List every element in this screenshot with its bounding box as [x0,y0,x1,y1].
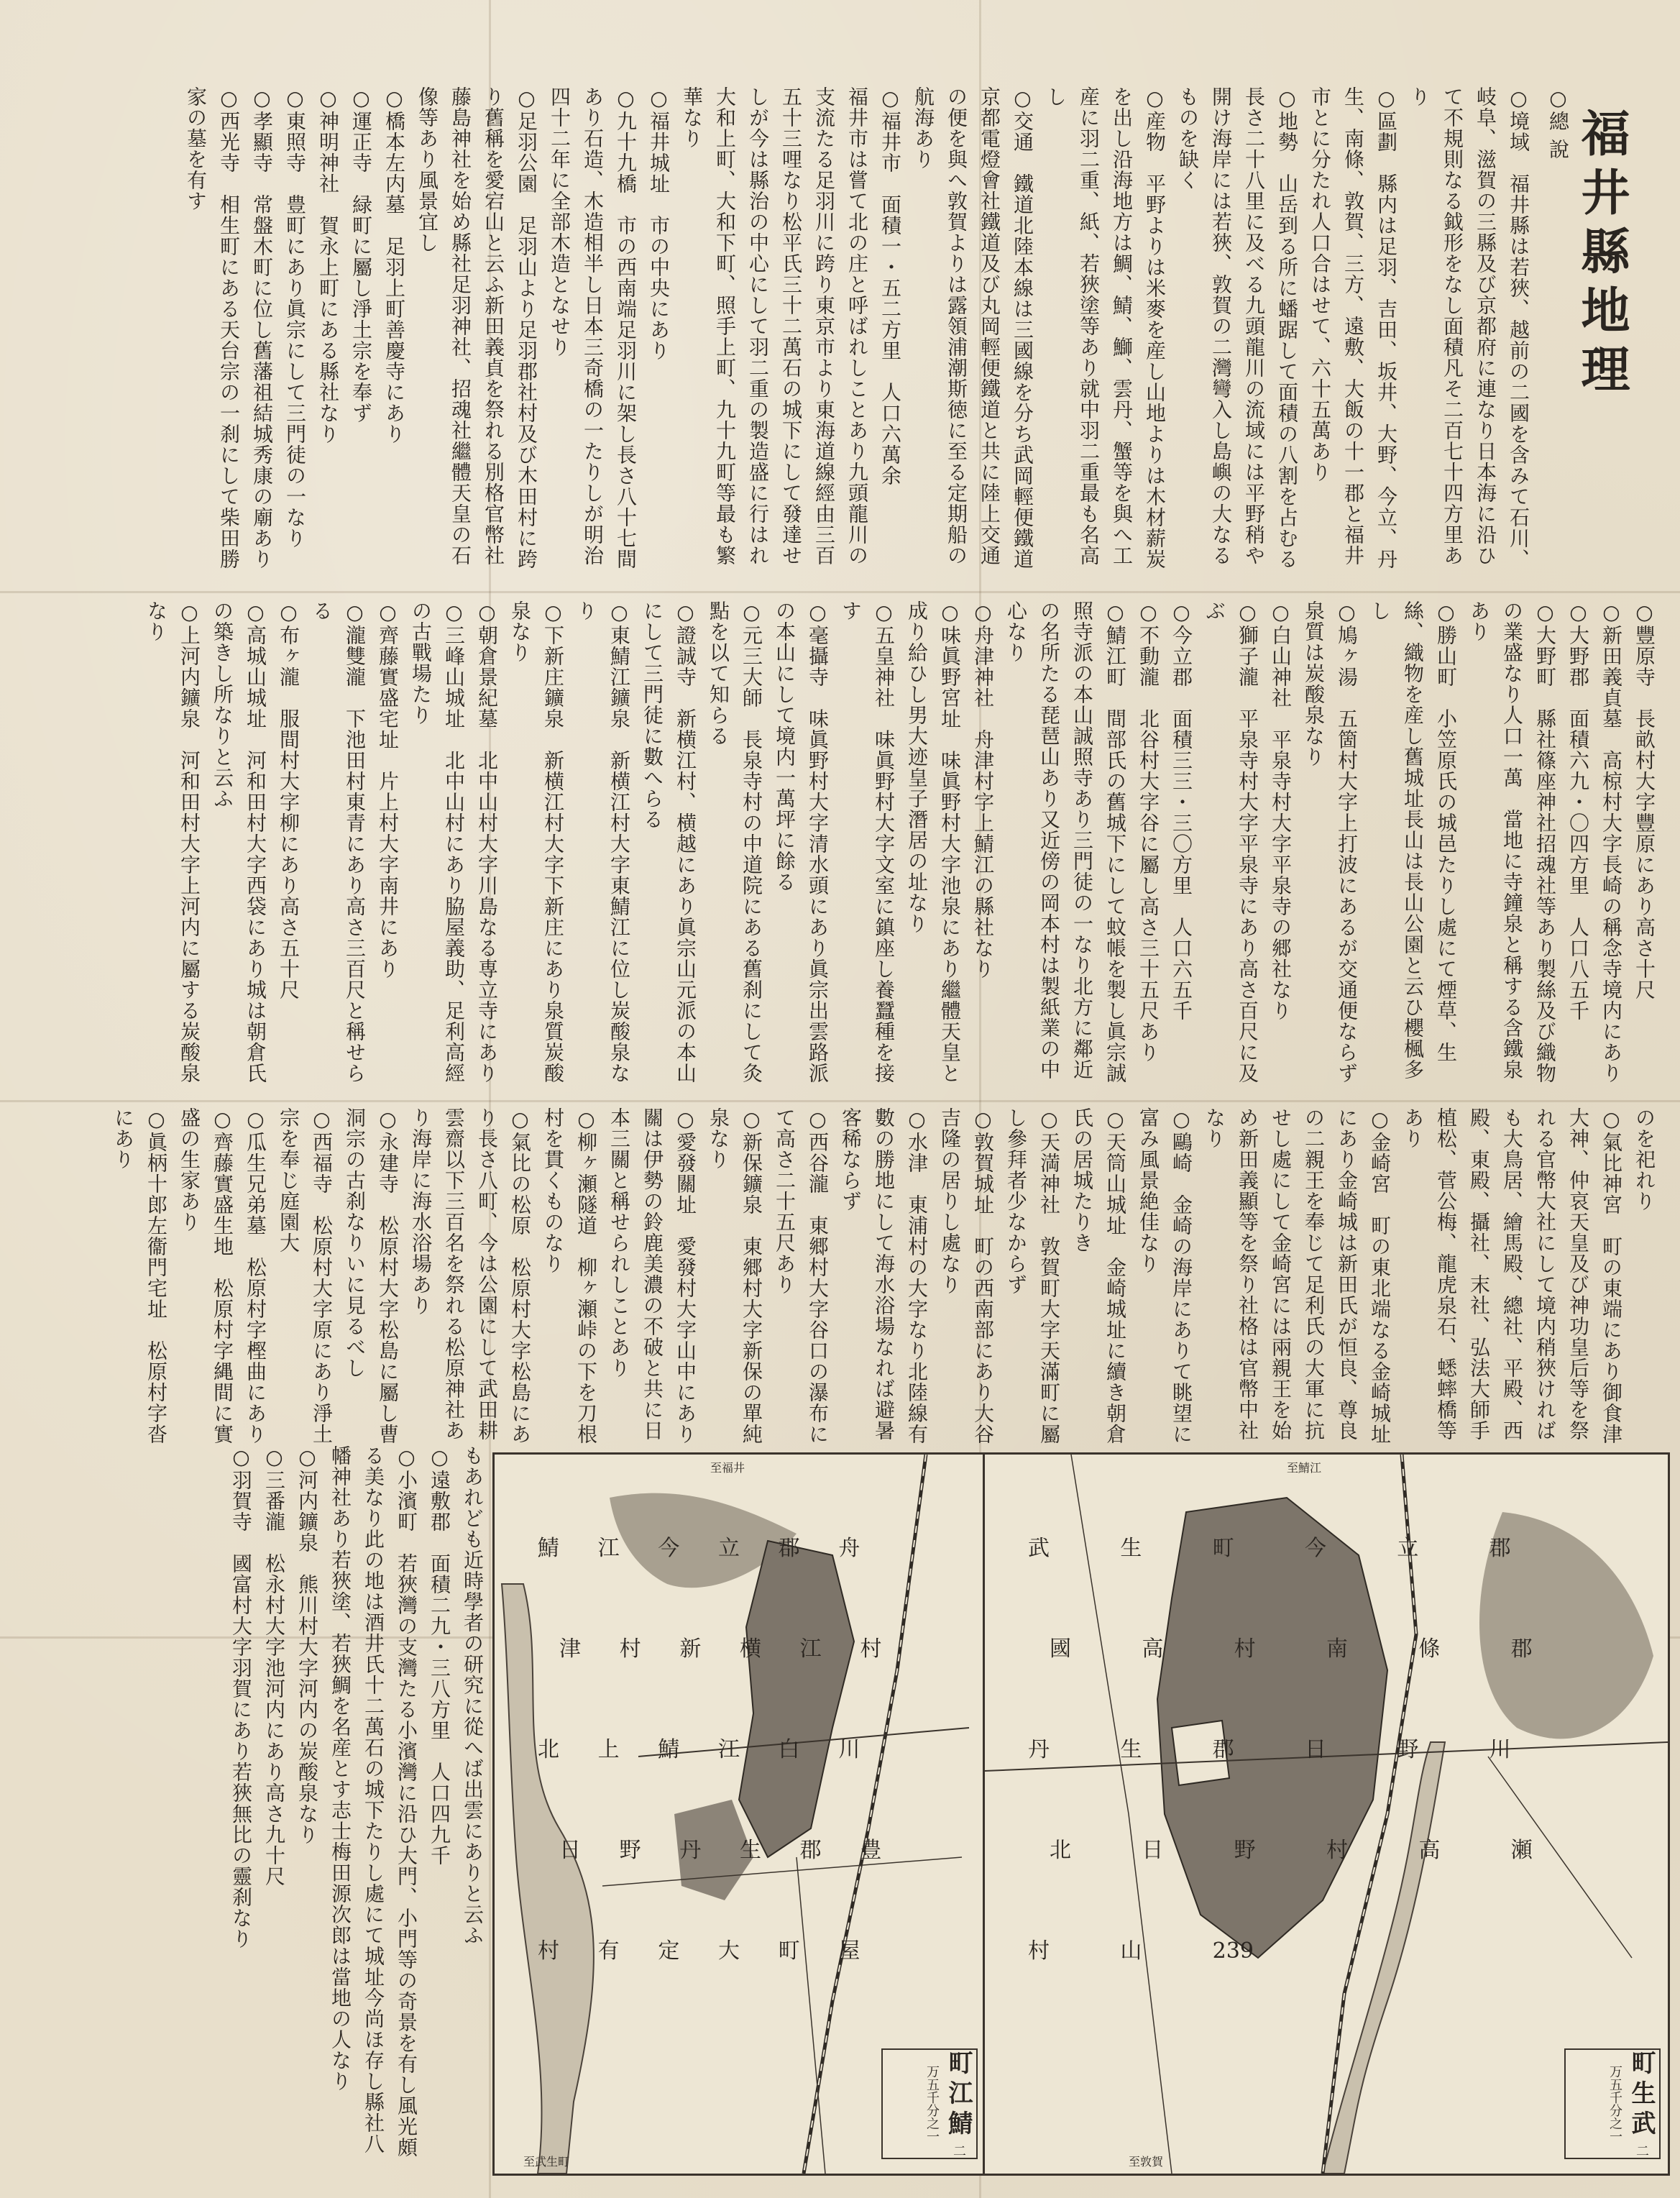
text-paragraph: ○足羽公園 足羽山より足羽郡社村及び木田村に跨り舊稱を愛宕山と云ふ新田義貞を祭れる別格官幣社藤島神社を始め縣社足羽神社、招魂社繼體天皇の石像等あり風景宜し [416,86,538,569]
text-paragraph: ○眞柄十郎左衞門宅址 松原村字沓にあり [111,1107,168,1444]
map-legend-sabae [881,2048,978,2159]
map-label: 北 [1050,1838,1071,1863]
text-paragraph: ○豐原寺 長畝村大字豐原にあり高さ十尺 [1633,600,1656,1000]
text-paragraph: ○産物 平野よりは米麥を産し山地よりは木材薪炭を出し沿海地方は鯛、鯖、鰤、雲丹、蟹等を與へ工産に羽二重、紙、若狹塗等あり就中羽二重最も名高し [1044,86,1167,569]
map-legend-takefu [1564,2048,1661,2159]
map-label: 郡 [1510,1636,1533,1662]
map-label: 郡 [778,1536,800,1561]
map-sabae [492,1452,987,2176]
text-paragraph: ○氣比神宮 町の東端にあり御食津大神、仲哀天皇及び神功皇后等を祭れる官幣大社にして境内稍狹ければも大鳥居、繪馬殿、總社、平殿、西殿、東殿、攝社、末社、弘法大師手植松、菅公梅、龍虎泉石、蟋蟀橋等あり [1401,1107,1623,1444]
map-label: 今 [1305,1536,1326,1561]
text-paragraph: ○鯖江町 間部氏の舊城下にして蚊帳を製し眞宗誠照寺派の本山誠照寺あり三門徒の一なり北方に鄰近の名所たる琵琶山あり又近傍の岡本村は製紙業の中心なり [1004,600,1127,1084]
text-paragraph: ○西福寺 松原村大字原にあり淨土宗を奉じ庭園大 [277,1107,334,1444]
text-paragraph: ○福井市 面積一・五二方里 人口六萬余 [878,86,902,486]
text-columns-2 [14,600,1661,1096]
text-paragraph: ○齊藤實盛生地 松原村字縄間に實盛の生家あり [178,1107,234,1444]
map-label: 生 [1120,1536,1142,1561]
text-paragraph: ○天満神社 敦賀町大字天滿町に屬し參拜者少なからず [1004,1107,1061,1444]
map-label: 津 [559,1636,581,1662]
map-label: 白 [778,1737,800,1762]
text-paragraph: ○瓜生兄弟墓 松原村字樫曲にあり [244,1107,267,1444]
map-label: 村 [860,1636,882,1662]
map-label: 條 [1418,1636,1441,1662]
map-label: 今 [658,1536,680,1561]
map-label: 舟 [838,1536,860,1561]
map-label: 町 [778,1938,800,1964]
map-label: 野 [1397,1737,1419,1762]
text-paragraph: のを祀れり [1633,1107,1656,1212]
text-paragraph: ○小濱町 若狹灣の支灣たる小濱灣に沿ひ大門、小門等の奇景を有し風光頗る美なり此の地は酒井氏十二萬石の城下たりし處にて城址今尚ほ存し縣社八幡神社あり若狹塗、若狹鯛を名産とす志士梅田源次郎は當地の人なり [329,1445,418,2158]
map-direction-label: 至武生町 [523,2155,570,2169]
map-label: 野 [1234,1838,1256,1863]
text-paragraph: ○三番瀧 松永村大字池河内にあり高さ九十尺 [262,1445,286,1887]
map-label: 野 [619,1838,641,1863]
map-label: 郡 [799,1838,822,1863]
text-paragraph: ○東鯖江鑛泉 新横江村大字東鯖江に位し炭酸泉なり [574,600,631,1084]
text-paragraph: ○愛發關址 愛發村大字山中にあり關は伊勢の鈴鹿美濃の不破と共に日本三關と稱せられしことあり [607,1107,697,1444]
map-label: 村 [1028,1938,1050,1964]
text-paragraph: ○味眞野宮址 味眞野村大字池泉にあり繼體天皇と成り給ひし男大迹皇子潛居の址なり [905,600,962,1084]
text-paragraph: ○柳ヶ瀬隧道 柳ヶ瀬峠の下を刀根村を貫くものなり [541,1107,598,1444]
text-columns-4 [14,1445,489,2164]
text-paragraph: ○境域 福井縣は若狹、越前の二國を含みて石川、岐阜、滋賀の三縣及び京都府に連なり日本海に沿ひて不規則なる鉞形をなし面積凡そ二百七十四方里あり [1408,86,1530,569]
text-paragraph: ○高城山城址 河和田村大字西袋にあり城は朝倉氏の築きし所なりと云ふ [211,600,267,1084]
text-paragraph: ○金崎宮 町の東北端なる金崎城址にあり金崎城は新田氏が恒良、尊良の二親王を奉じて足利氏の大軍に抗せし處にして金崎宮には兩親王を始め新田義顯等を祭り社格は官幣中社なり [1203,1107,1392,1444]
text-paragraph: ○神明神社 賀永上町にある縣社なり [316,86,340,444]
text-paragraph: 福井市は嘗て北の庄と呼ばれしことあり九頭龍川の支流たる足羽川に跨り東京市より東海道線經由三百五十三哩なり松平氏三十二萬石の城下にして發達せしが今は縣治の中心にして羽二重の製造盛に行はれ大和上町、大和下町、照手上町、九十九町等最も繁華なり [680,86,869,566]
text-paragraph: ○西光寺 相生町にある天台宗の一刹にして柴田勝家の墓を有す [184,86,241,569]
map-label: 立 [1397,1536,1419,1561]
text-paragraph: ○新保鑛泉 東郷村大字新保の單純泉なり [707,1107,763,1444]
text-paragraph: ○敦賀城址 町の西南部にあり大谷吉隆の居りし處なり [938,1107,995,1444]
text-paragraph: ○羽賀寺 國富村大字羽賀にあり若狹無比の靈刹なり [229,1445,253,1949]
text-paragraph: ○元三大師 長泉寺村の中道院にある舊刹にして灸點を以て知らる [707,600,763,1084]
text-paragraph: ○毫攝寺 味眞野村大字清水頭にあり眞宗出雲路派の本山にして境内一萬坪に餘る [773,600,830,1084]
map-direction-label: 至敦賀 [1129,2155,1164,2169]
text-paragraph: ○九十九橋 市の西南端足羽川に架し長さ八十七間あり石造、木造相半し日本三奇橋の一たりしが明治四十二年に全部木造となせり [548,86,638,569]
map-label: 郡 [1489,1536,1511,1561]
text-paragraph: ○天筒山城址 金崎城址に續き朝倉氏の居城たりき [1070,1107,1127,1444]
text-paragraph: ○永建寺 松原村大字松島に屬し曹洞宗の古刹なりいに見るべし [343,1107,400,1444]
text-paragraph: ○獅子瀧 平泉寺村大字平泉寺にあり高さ百尺に及ぶ [1203,600,1259,1084]
text-paragraph: ○區劃 縣内は足羽、吉田、坂井、大野、今立、丹生、南條、敦賀、三方、遠敷、大飯の十一郡と福井市とに分たれ人口合はせて、六十五萬あり [1308,86,1398,569]
text-paragraph: ○不動瀧 北谷村大字谷に屬し高さ三十五尺あり [1137,600,1160,1063]
map-scale: 二万五千分之一 [924,2065,966,2158]
text-paragraph: ○水津 東浦村の大字なり北陸線有數の勝地にして海水浴場なれば避暑客稀ならず [839,1107,929,1444]
fold-line [0,591,1680,593]
map-label: 鯖 [658,1737,680,1762]
text-paragraph: ○孝顯寺 常盤木町に位し舊藩祖結城秀康の廟あり [250,86,274,569]
text-paragraph: ○運正寺 緑町に屬し淨土宗を奉ず [349,86,373,423]
map-scale: 二万五千分之一 [1607,2065,1649,2158]
text-paragraph: ○齊藤實盛宅址 片上村大字南井にあり [376,600,400,979]
map-label: 江 [597,1536,620,1561]
map-label: 江 [718,1737,740,1762]
text-paragraph: ○五皇神社 味眞野村大字文室に鎮座し養蠶種を接す [839,600,896,1084]
text-paragraph: ○白山神社 平泉寺村大字平泉寺の郷社なり [1269,600,1293,1021]
map-label: 高 [1142,1636,1164,1662]
text-paragraph: ○西谷瀧 東郷村大字谷口の瀑布にて高さ二十五尺あり [773,1107,830,1444]
map-label: 郡 [1212,1737,1234,1762]
map-label: 日 [559,1838,581,1863]
map-label: 瀬 [1510,1838,1533,1863]
map-label: 江 [799,1636,822,1662]
map-label: 川 [1489,1737,1511,1762]
map-takefu [983,1452,1670,2176]
text-paragraph: ○上河内鑛泉 河和田村大字上河内に屬する炭酸泉なり [144,600,201,1084]
map-label: 丹 [1028,1737,1050,1762]
map-label: 北 [538,1737,559,1762]
text-band-1 [14,86,1661,582]
map-label: 横 [740,1636,761,1662]
map-title: 町生武 [1627,2050,1656,2141]
text-paragraph: ○下新庄鑛泉 新横江村大字下新庄にあり泉質炭酸泉なり [508,600,565,1084]
fold-line [0,1100,1680,1102]
map-direction-label: 至福井 [710,1461,745,1475]
text-paragraph: ○大野郡 面積六九・〇四方里 人口八五千 [1566,600,1590,1021]
map-label: 新 [679,1636,702,1662]
map-title: 町江鯖 [944,2050,973,2141]
text-columns-3 [14,1107,1661,1445]
page-title: 福井縣地理 [1573,108,1630,403]
map-label: 鯖 [538,1536,559,1561]
text-paragraph: ○舟津神社 舟津村字上鯖江の縣社なり [971,600,995,979]
map-label: 上 [597,1737,620,1762]
text-paragraph: ○三峰山城址 北中山村にあり脇屋義助、足利高經の古戰場たり [409,600,466,1084]
map-label: 定 [658,1938,680,1964]
map-label: 武 [1028,1536,1050,1561]
map-label: 高 [1418,1838,1441,1863]
map-label: 國 [1050,1636,1071,1662]
text-paragraph: ○證誠寺 新横江村、横越にあり眞宗山元派の本山にして三門徒に數へらる [641,600,697,1084]
map-label: 生 [740,1838,761,1863]
text-paragraph: ○氣比の松原 松原村大字松島にあり長さ八町、今は公園にして武田耕雲齋以下三百名を祭れる松原神社あり海岸に海水浴場あり [409,1107,532,1444]
text-paragraph: ○布ヶ瀧 服間村大字柳にあり高さ五十尺 [277,600,300,1000]
map-label: 屋 [838,1938,860,1964]
map-label: 有 [597,1938,620,1964]
text-paragraph: ○東照寺 豊町にあり眞宗にして三門徒の一なり [283,86,307,549]
map-label: 村 [1326,1838,1348,1863]
map-label: 川 [838,1737,860,1762]
text-band-3 [14,1107,1661,1445]
text-paragraph: ○地勢 山岳到る所に蟠踞して面積の八割を占むる長さ二十八里に及べる九頭龍川の流域には平野稍や開け海岸には若狹、敦賀の二灣彎入し島嶼の大なるものを缺く [1176,86,1299,569]
text-paragraph: ○朝倉景紀墓 北中山村大字川島なる専立寺にあり [475,600,499,1084]
text-columns-1 [14,86,1535,582]
map-label: 立 [718,1536,740,1561]
text-paragraph: ○大野町 縣社篠座神社招魂社等あり製絲及び織物の業盛なり人口一萬 當地に寺鐘泉と稱する含鐵泉あり [1467,600,1557,1084]
text-paragraph: ○鷗崎 金崎の海岸にありて眺望に富み風景絶佳なり [1137,1107,1193,1444]
text-paragraph: ○遠敷郡 面積二九・三八方里 人口四九千 [428,1445,451,1866]
text-paragraph: ○橋本左内墓 足羽上町善慶寺にあり [382,86,406,444]
text-band-2 [14,600,1661,1096]
text-paragraph: ○河内鑛泉 熊川村大字河内の炭酸泉なり [295,1445,319,1845]
map-label: 丹 [679,1838,702,1863]
map-label: 豊 [860,1838,882,1863]
map-direction-label: 至鯖江 [1287,1461,1322,1475]
section-heading: ○總 說 [1546,86,1570,160]
text-paragraph: ○勝山町 小笠原氏の城邑たりし處にて煙草、生絲、織物を産し舊城址長山は長山公園と云ひ櫻楓多し [1368,600,1458,1080]
text-paragraph: もあれども近時學者の研究に從へば出雲にありと云ふ [461,1445,485,1946]
map-label: 村 [1234,1636,1256,1662]
map-label: 町 [1212,1536,1234,1561]
map-label: 山 [1120,1938,1142,1964]
map-label: 大 [718,1938,740,1964]
map-label: 日 [1305,1737,1326,1762]
map-label: 日 [1142,1838,1164,1863]
text-paragraph: ○新田義貞墓 高椋村大字長崎の稱念寺境内にあり [1599,600,1623,1084]
map-label: 村 [538,1938,559,1964]
text-paragraph: ○今立郡 面積三三・三〇方里 人口六五千 [1170,600,1193,1021]
map-label: 生 [1120,1737,1142,1762]
text-band-4 [14,1445,489,2164]
map-label: 南 [1326,1636,1348,1662]
text-paragraph: ○鳩ヶ湯 五箇村大字上打波にあるが交通便ならず泉質は炭酸泉なり [1302,600,1359,1084]
text-paragraph: ○福井城址 市の中央にあり [647,86,671,361]
map-label: 村 [619,1636,641,1662]
text-paragraph: ○瀧雙瀧 下池田村東青にあり高さ三百尺と稱せらる [310,600,367,1084]
map-label: 239 [1212,1938,1254,1964]
text-paragraph: ○交通 鐵道北陸本線は三國線を分ち武岡輕便鐵道京都電燈會社鐵道及び丸岡輕便鐵道と共に陸上交通の便を與へ敦賀よりは露領浦潮斯徳に至る定期船の航海あり [912,86,1034,569]
